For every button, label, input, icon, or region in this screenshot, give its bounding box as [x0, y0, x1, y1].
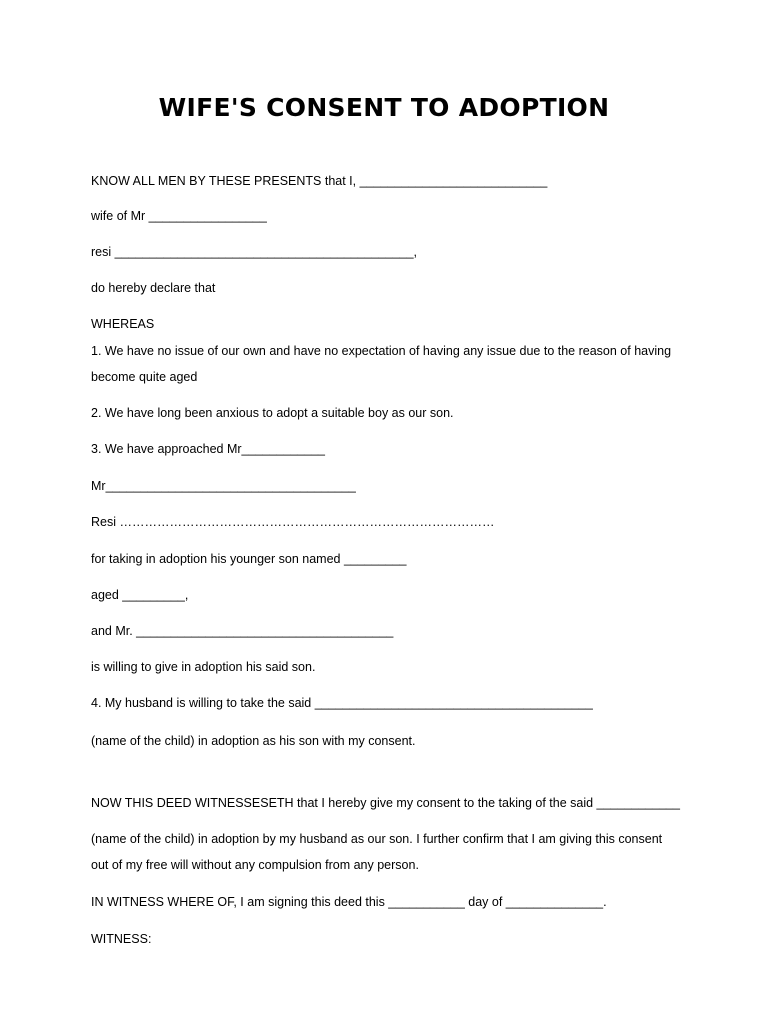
aged-line: aged _________, — [91, 588, 189, 602]
witness-heading: WITNESS: — [91, 932, 152, 946]
consent-line-2: out of my free will without any compulsion from any person. — [91, 858, 419, 872]
willing-to-give-line: is willing to give in adoption his said son. — [91, 660, 316, 674]
wife-of-line: wife of Mr _________________ — [91, 209, 267, 223]
residence-line: resi ___________________________________________, — [91, 245, 418, 259]
name-of-child-line: (name of the child) in adoption as his son with my consent. — [91, 734, 416, 748]
document-title: WIFE'S CONSENT TO ADOPTION — [158, 93, 610, 122]
clause-4-line: 4. My husband is willing to take the said ________________________________________ — [91, 696, 593, 710]
whereas-heading: WHEREAS — [91, 317, 155, 331]
now-this-deed-line: NOW THIS DEED WITNESSESETH that I hereby give my consent to the taking of the said ____________ — [91, 796, 680, 810]
resi-dotted-line: Resi ……………………………………………………………………………… — [91, 515, 495, 529]
declare-line: do hereby declare that — [91, 281, 216, 295]
mr-line: Mr____________________________________ — [91, 479, 356, 493]
clause-1-line-1: 1. We have no issue of our own and have no expectation of having any issue due to the reason of having — [91, 344, 672, 358]
clause-3-line: 3. We have approached Mr____________ — [91, 442, 325, 456]
clause-1-line-2: become quite aged — [91, 370, 198, 384]
in-witness-line: IN WITNESS WHERE OF, I am signing this deed this ___________ day of ______________. — [91, 895, 607, 909]
younger-son-line: for taking in adoption his younger son named _________ — [91, 552, 407, 566]
know-all-men-line: KNOW ALL MEN BY THESE PRESENTS that I, ___________________________ — [91, 174, 548, 188]
consent-line-1: (name of the child) in adoption by my husband as our son. I further confirm that I am giving this consent — [91, 832, 663, 846]
clause-2-line: 2. We have long been anxious to adopt a suitable boy as our son. — [91, 406, 454, 420]
and-mr-line: and Mr. _____________________________________ — [91, 624, 394, 638]
